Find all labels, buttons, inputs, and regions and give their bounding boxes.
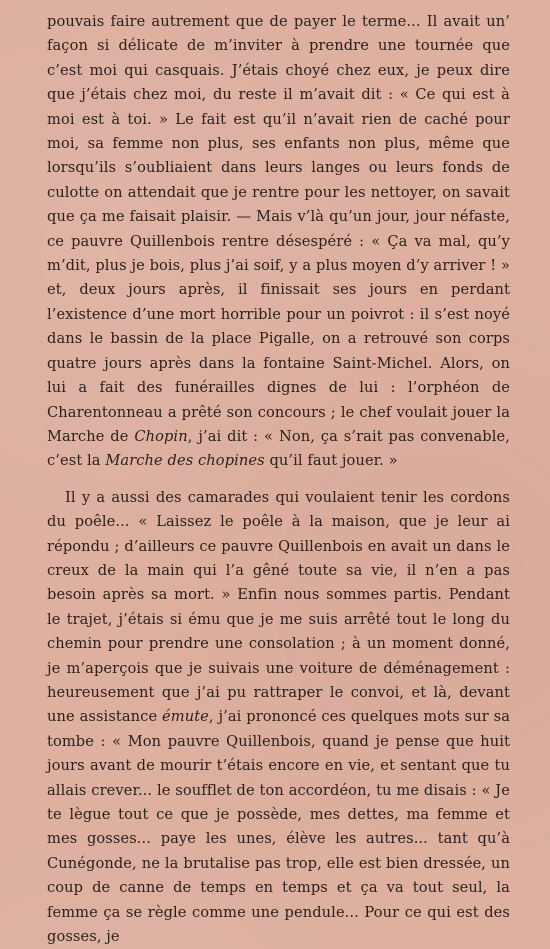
italic-text-run: Chopin: [134, 427, 188, 445]
text-run: Il y a aussi des camarades qui voulaient tenir les cordons du poêle... « Laissez le poêle à la maison, que je leur ai répondu ; d’ailleurs ce pauvre Quillenbois en avait un dans le creux de la main qui l’a gêné toute sa vie, il n’en a pas besoin après sa mort. » Enfin nous sommes partis. Pendant le trajet, j’étais si ému que je me suis arrêté tout le long du chemin pour prendre une consolation ; à un moment donné, je m’aperçois que je suivais une voiture de déménagement : heureusement que j’ai pu rattraper le convoi, et là, devant une assistance: [47, 488, 510, 726]
text-run: pouvais faire autrement que de payer le terme... Il avait un’ façon si délicate de m’inviter à prendre une tournée que c’est moi qui casquais. J’étais choyé chez eux, je peux dire que j’étais chez moi, du reste il m’avait dit : « Ce qui est à moi est à toi. » Le fait est qu’il n’avait rien de caché pour moi, sa femme non plus, ses enfants non plus, même que lorsqu’ils s’oubliaient dans leurs langes ou leurs fonds de culotte on attendait que je rentre pour les nettoyer, on savait que ça me faisait plaisir. — Mais v’là qu’un jour, jour néfaste, ce pauvre Quillenbois rentre désespéré : « Ça va mal, qu’y m’dit, plus je bois, plus j’ai soif, y a plus moyen d’y arriver ! » et, deux jours après, il finissait ses jours en perdant l’existence d’une mort horrible pour un poivrot : il s’est noyé dans le bassin de la place Pigalle, on a retrouvé son corps quatre jours après dans la fontaine Saint-Michel. Alors, on lui a fait des funérailles dignes de lui : l’orphéon de Charentonneau a prêté son concours ; le chef voulait jouer la Marche de: [47, 13, 510, 445]
text-run: , j’ai dit : « Non, ça s’rait pas convenable, c’est la: [47, 427, 510, 470]
text-run: qu’il faut jouer. »: [264, 452, 398, 470]
italic-text-run: Marche des chopines: [105, 452, 265, 470]
paragraph-2: [47, 486, 510, 949]
paragraph-1: [47, 10, 510, 474]
italic-text-run: émute: [162, 708, 209, 726]
text-run: , j’ai prononcé ces quelques mots sur sa tombe : « Mon pauvre Quillenbois, quand je pense que huit jours avant de mourir t’étais encore en vie, et sentant que tu allais crever... le soufflet de ton accordéon, tu me disais : « Je te lègue tout ce que je possède, mes dettes, ma femme et mes gosses... paye les unes, élève les autres... tant qu’à Cunégonde, ne la brutalise pas trop, elle est bien dressée, un coup de canne de temps en temps et ça va tout seul, la femme ça se règle comme une pendule... Pour ce qui est des gosses, je: [47, 708, 510, 946]
